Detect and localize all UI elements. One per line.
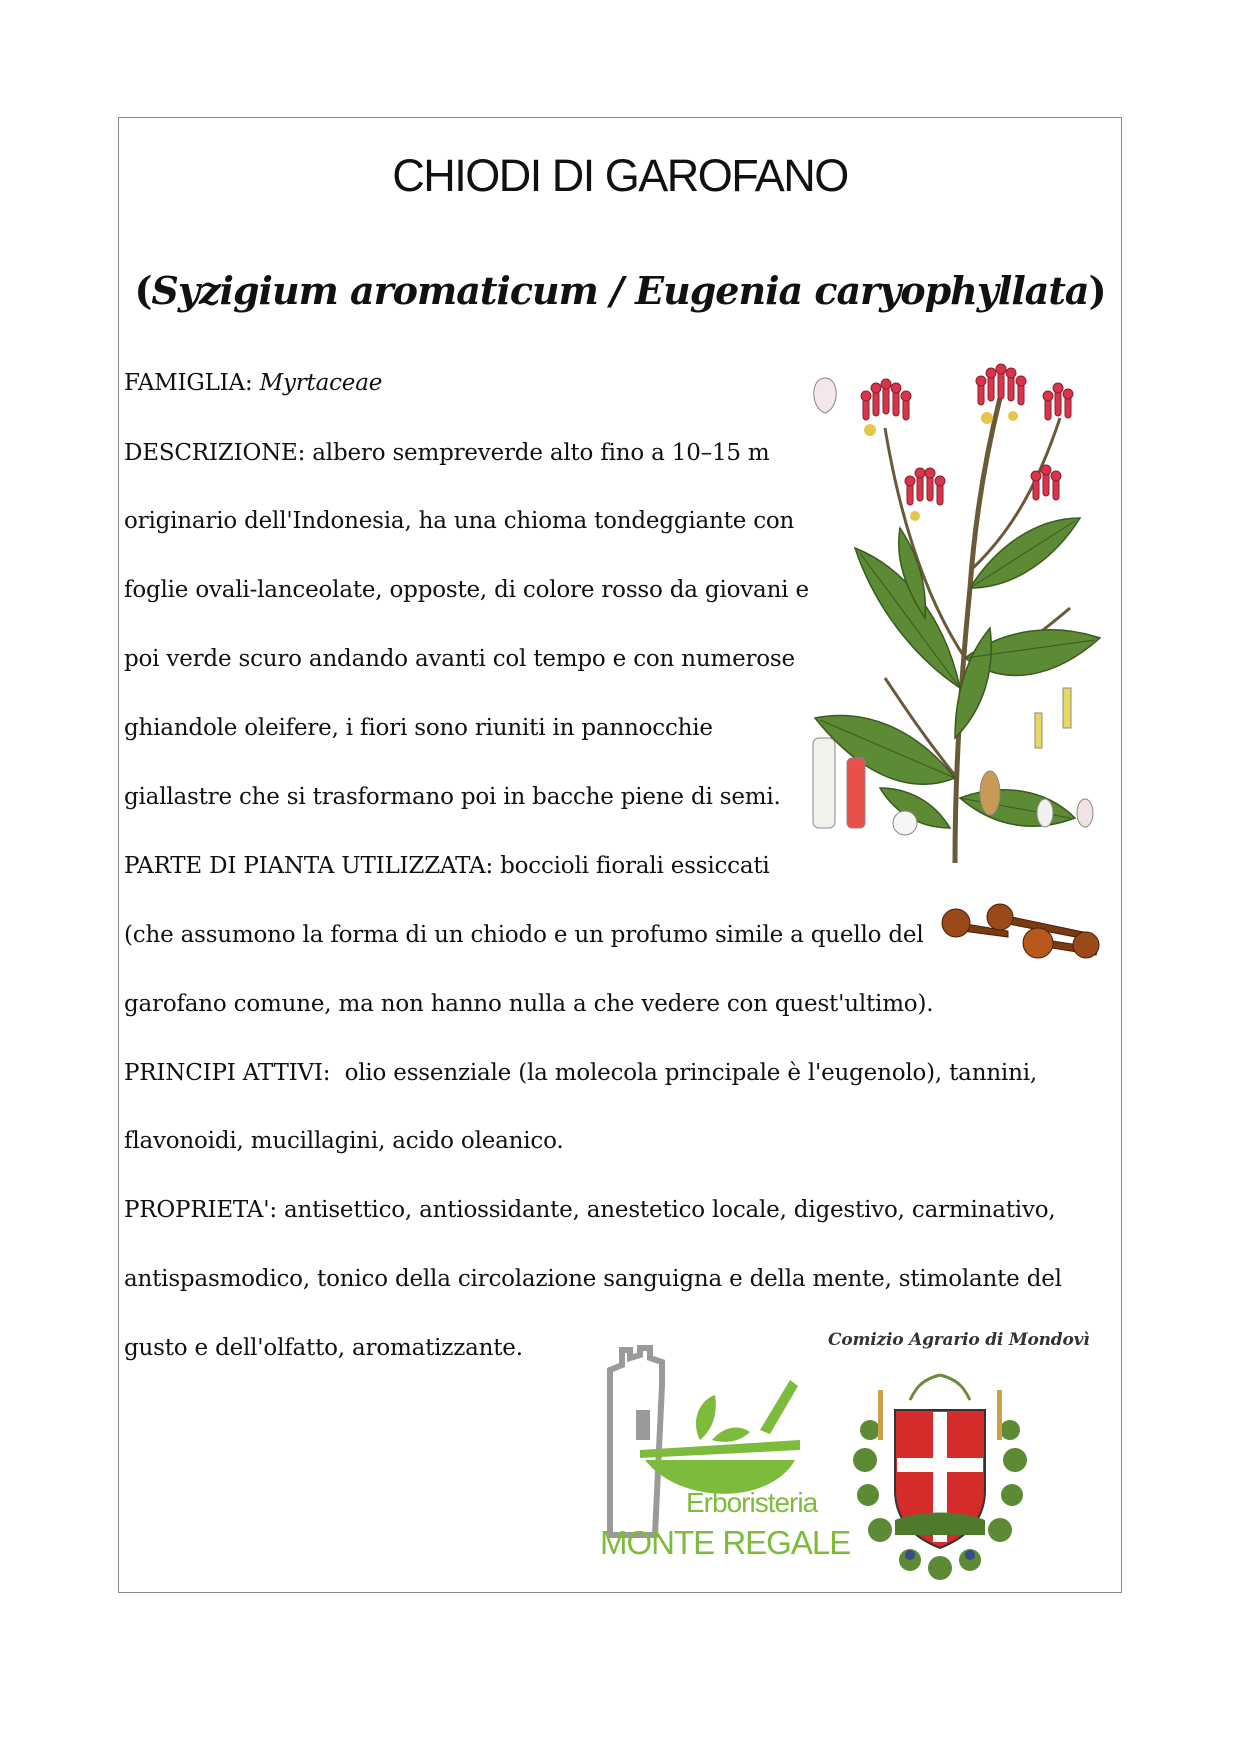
comizio-coat-of-arms xyxy=(850,1370,1030,1580)
comizio-agrario-caption: Comizio Agrario di Mondovì xyxy=(828,1330,1090,1350)
parte-line-2: (che assumono la forma di un chiodo e un profumo simile a quello del xyxy=(124,922,924,948)
descrizione-line-6: giallastre che si trasformano poi in bacche piene di semi. xyxy=(124,784,781,810)
descrizione-line-4: poi verde scuro andando avanti col tempo e con numerose xyxy=(124,646,795,672)
page-title: CHIODI DI GAROFANO xyxy=(392,150,848,201)
dried-cloves-image xyxy=(938,893,1110,963)
principi-line-2: flavonoidi, mucillagini, acido oleanico. xyxy=(124,1128,564,1154)
parte-line-1: PARTE DI PIANTA UTILIZZATA: boccioli fiorali essiccati xyxy=(124,853,770,879)
descrizione-line-2: originario dell'Indonesia, ha una chioma tondeggiante con xyxy=(124,508,795,534)
proprieta-line-3: gusto e dell'olfatto, aromatizzante. xyxy=(124,1335,523,1361)
descrizione-line-1: DESCRIZIONE: albero sempreverde alto fino a 10–15 m xyxy=(124,440,770,466)
erboristeria-logo-line1: Erboristeria xyxy=(686,1487,818,1518)
proprieta-line-1: PROPRIETA': antisettico, antiossidante, anestetico locale, digestivo, carminativo, xyxy=(124,1197,1056,1223)
descrizione-line-3: foglie ovali-lanceolate, opposte, di colore rosso da giovani e xyxy=(124,577,809,603)
latin-name: Syzigium aromaticum / Eugenia caryophyllata xyxy=(151,268,1089,313)
famiglia-line: FAMIGLIA: Myrtaceae xyxy=(124,370,383,396)
page-subtitle: (Syzigium aromaticum / Eugenia caryophyllata) xyxy=(134,268,1106,313)
erboristeria-logo-line2: MONTE REGALE xyxy=(600,1524,851,1561)
principi-line-1: PRINCIPI ATTIVI: olio essenziale (la molecola principale è l'eugenolo), tannini, xyxy=(124,1060,1037,1086)
descrizione-line-5: ghiandole oleifere, i fiori sono riuniti in pannocchie xyxy=(124,715,713,741)
famiglia-value: Myrtaceae xyxy=(259,370,383,396)
proprieta-line-2: antispasmodico, tonico della circolazione sanguigna e della mente, stimolante del xyxy=(124,1266,1062,1292)
parte-line-3: garofano comune, ma non hanno nulla a che vedere con quest'ultimo). xyxy=(124,991,934,1017)
clove-plant-illustration xyxy=(805,358,1115,878)
